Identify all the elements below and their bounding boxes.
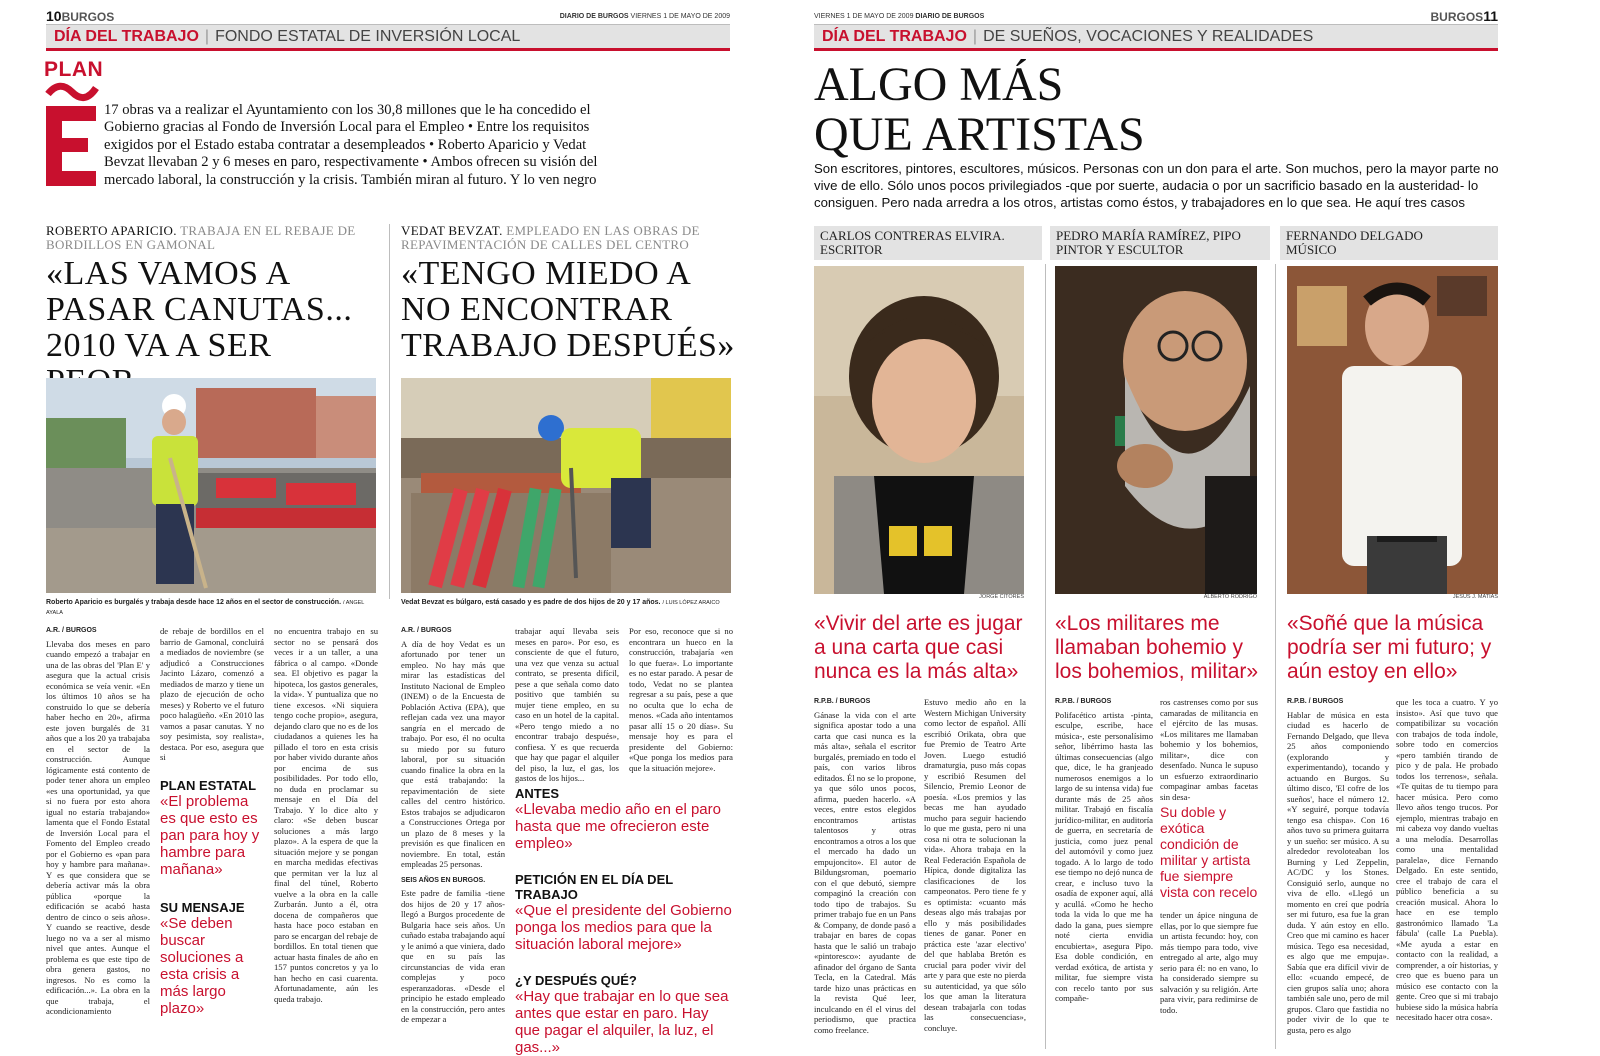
right-intro: Son escritores, pintores, escultores, músicos. Personas con un don para el arte. Son muchos, pero la mayor parte no vive de ello. Sólo unos pocos privilegiados -que por suerte, audacia o por un sacrificio basado en la austeridad- lo consiguen. Pero nada arredra a los otros, artistas como éstos, y trabajadores en lo que sea. He aquí tres casos [814, 161, 1499, 210]
story2-sidebar [515, 786, 735, 1056]
story1-byline: A.R. / BURGOS [46, 627, 97, 634]
story2-text-col1: A día de hoy Vedat es un afortunado por tener un empleo. No hay más que mirar las estadísticas del Instituto Nacional de Empleo (INEM) o de la Encuesta de Población Activa (EPA), que reflejan cada vez una mayor sangría en el mercado de trabajo. Por eso, él no oculta su miedo por su futuro laboral, por su situación cuando finalice la obra en la que está trabajando: la repavimentación de siete calles del centro histórico. Estos trabajos se adjudicaron a Construcciones Ortega por un plazo de 8 meses y la previsión es que finalicen en noviembre. En total, están empleadas 25 personas. [401, 638, 505, 869]
story2-caption [401, 598, 731, 608]
page-number: 10 [46, 8, 62, 24]
story1-text-col1: Llevaba dos meses en paro cuando empezó a trabajar en una de las obras del 'Plan E' y asegura que la actual crisis económica se veía venir. «En los últimos 10 años se ha construido lo que se debería haber hecho en 20», afirma este joven burgalés de 31 años que a los 20 ya trabajaba en el sector de la construcción. Aunque lógicamente está contento de poder tener ahora un empleo «es una oportunidad, ya que si no fuera por esto ahora igual no estaría trabajando» lamenta que el Fondo Estatal de Inversión Local para el Fomento del Empleo creado por el Gobierno es «pan para hoy y hambre para mañana». Y es que considera que se debería activar más la obra pública «porque la edificación se acabó hasta dentro de cinco o seis años». Y cuando se reactive, desde luego no va a ser al mismo nivel que antes. Aunque el problema es que este tipo de obra genera gastos, no ingresos. No es como la edificación...». La obra en la que trabaja, el acondicionamiento [46, 638, 150, 1016]
person1-column-1 [814, 697, 916, 1049]
person3-role: MÚSICO [1286, 242, 1337, 257]
story1-kicker-name: ROBERTO APARICIO. [46, 223, 177, 238]
left-column-rule [389, 224, 390, 599]
story1-column-1 [46, 626, 150, 1051]
plan-e-logo [44, 58, 104, 188]
story1-side1-text: «El problema es que esto es pan para hoy y hambre para mañana» [160, 793, 260, 878]
right-section-bar [814, 24, 1498, 51]
person2-photo [1055, 266, 1257, 594]
story1-column-3 [274, 626, 378, 1051]
story2-side2-title: PETICIÓN EN EL DÍA DEL TRABAJO [515, 872, 673, 902]
dateline-date: VIERNES 1 DE MAYO DE 2009 [630, 13, 730, 20]
right-column-rule-2 [1275, 264, 1276, 1049]
person1-role: ESCRITOR [820, 242, 883, 257]
story2-kicker [401, 224, 731, 252]
story2-side3-text: «Hay que trabajar en lo que sea antes que estar en paro. Hay que pagar el alquiler, la luz, el gas...» [515, 988, 729, 1056]
story1-photo [46, 378, 376, 593]
person1-text-col1: Gánase la vida con el arte significa apostar todo a una carta que casi nunca es la más alta», señala el escritor burgalés, premiado en todo el país, con varios libros editados. Él no se lo propone, ya que sólo unos pocos, afirma, pueden hacerlo. «A veces, entre estos elegidos encontramos artistas talentosos y otras encontramos a otros a los que el mercado ha dado un empujoncito». El autor de Bildungsroman, poemario con el que debutó, siempre compaginó la creación con todo tipo de trabajos. Su primer trabajo fue en un Pans & Company, de donde pasó a trabajar en bares de copas hasta que le salió un trabajo «pintoresco»: ayudante de afinador del órgano de Santa Tecla, en la Catedral. Más tarde hizo unas prácticas en la revista Qué leer, inculcando en él el virus del periodismo, que practica como freelance. [814, 709, 916, 1035]
person1-head [814, 226, 1042, 260]
story2-kicker-name: VEDAT BEVZAT. [401, 223, 503, 238]
story2-subhead: SEIS AÑOS EN BURGOS. [401, 876, 486, 884]
section-title: DÍA DEL TRABAJO [822, 27, 967, 45]
person2-role: PINTOR Y ESCULTOR [1056, 242, 1184, 257]
story2-column-1 [401, 626, 505, 1051]
portrait-image [1055, 266, 1257, 594]
dateline-paper: DIARIO DE BURGOS [915, 13, 985, 20]
story1-text-col3: no encuentra trabajo en su sector no se pensará dos veces ir a un taller, a una fábrica o al campo. «Donde sea. El objetivo es pagar la hipoteca, los gastos generales, la vida». Y puntualiza que no tiene excesos. «Ni siquiera tengo coche propio», asegura, dejando claro que no es de los ciudadanos a quienes les ha pillado el toro en esta crisis por haber vivido durante años por encima de sus posibilidades. Por todo ello, no duda en proclamar su mensaje en el Día del Trabajo. Y lo dice alto y claro: «Se deben buscar soluciones a más largo plazo». A la espera de que la situación mejore y se pongan en marcha medidas efectivas que permitan ver la luz al final del túnel, Roberto vuelve a la obra en la calle Zurbarán. Junto a él, otra docena de compañeros que hasta hace poco estaban en paro se encargan del rebaje de bordillos. En total tienen que actuar hasta finales de año en 157 puntos concretos y ya lo han hecho en casi cuarenta. Afortunadamente, aún les queda trabajo. [274, 626, 378, 1004]
section-separator: | [972, 27, 978, 45]
person2-column-2b [1160, 910, 1258, 1049]
story2-column-3 [629, 626, 733, 776]
portrait-image [814, 266, 1024, 594]
story1-kicker-desc: TRABAJA EN EL REBAJE DE BORDILLOS EN GAMONAL [46, 223, 356, 252]
story2-headline: «TENGO MIEDO A NO ENCONTRAR TRABAJO DESPUÉS» [401, 255, 735, 364]
person3-head [1280, 226, 1498, 260]
person2-head [1050, 226, 1270, 260]
story2-side1-text: «Llevaba medio año en el paro hasta que me ofrecieron este empleo» [515, 801, 721, 852]
story1-text-col2: de rebaje de bordillos en el barrio de Gamonal, concluirá a mediados de noviembre (se adjudicó a Construcciones Jacinto Lázaro, comenzó a mediados de marzo y tiene un plazo de ejecución de ocho meses) y Roberto ve el futuro poco halagüeño. «En 2010 las vamos a pasar canutas. Y no soy pesimista, soy realista», destaca. Por eso, asegura que si [160, 626, 264, 762]
person1-credit: JORGE CITORES [979, 594, 1024, 600]
right-dateline [814, 13, 984, 20]
story2-text-col2: trabajar aquí llevaba seis meses en paro». Por eso, es consciente de que el futuro, una vez que venza su actual contrato, se presenta difícil, pese a que señala como dato positivo que también su mujer tiene empleo, en su caso en un hotel de la capital. «Pero tengo miedo a no encontrar trabajo después», confiesa. Y es que recuerda que hay que pagar el alquiler del piso, la luz, el gas, los gastos de los hijos... [515, 626, 619, 783]
person3-column-2 [1396, 697, 1498, 1049]
left-intro: 17 obras va a realizar el Ayuntamiento con los 30,8 millones que le ha concedido el Gobierno gracias al Fondo de Inversión Local para el Empleo • Entre los requisitos exigidos por el Estado estaba contratar a desempleados • Roberto Aparicio y Vedat Bevzat llevaban 2 y 6 meses en paro, respectivamente • Ambos ofrecen su visión del mercado laboral, la construcción y la crisis. También miran al futuro. Y lo ven negro [104, 102, 598, 188]
person2-credit: ALBERTO RODRIGO [1203, 594, 1257, 600]
story2-text-col3: Por eso, reconoce que si no encontrara un hueco en la construcción, trabajaría «en lo que fuera». Lo importante es no estar parado. A pesar de todo, Vedat no se plantea regresar a su país, pese a que no oculta que lo echa de menos. «Cada año intentamos pasar allí 15 o 20 días». Su mensaje hoy es para el presidente del Gobierno: «Que ponga los medios para que la situación mejore». [629, 626, 733, 773]
person2-quote: «Los militares me llamaban bohemio y los bohemios, militar» [1055, 612, 1259, 683]
right-column-rule-1 [1045, 264, 1046, 1049]
person2-column-1 [1055, 697, 1153, 1049]
section-title: DÍA DEL TRABAJO [54, 27, 199, 45]
section-subtitle: FONDO ESTATAL DE INVERSIÓN LOCAL [215, 27, 521, 45]
story1-column-2 [160, 626, 264, 774]
story2-caption-text: Vedat Bevzat es búlgaro, está casado y es padre de dos hijos de 20 y 17 años. [401, 599, 661, 606]
main-headline [814, 60, 1498, 160]
left-section-bar [46, 24, 730, 51]
person1-name: CARLOS CONTRERAS ELVIRA. [820, 228, 1005, 243]
person1-column-2 [924, 697, 1026, 1049]
person2-pull-quote: Su doble y exótica condición de militar y artista fue siempre vista con recelo [1160, 804, 1258, 900]
portrait-image [1287, 266, 1498, 594]
story1-sidebar [160, 778, 264, 1017]
story2-byline: A.R. / BURGOS [401, 627, 452, 634]
story2-photo [401, 378, 731, 593]
story1-side2-text: «Se deben buscar soluciones a esta crisis a más largo plazo» [160, 915, 244, 1017]
logo-word: PLAN [44, 58, 104, 81]
person2-name: PEDRO MARÍA RAMÍREZ, PIPO [1056, 228, 1241, 243]
story2-photo-credit: / LUIS LÓPEZ ARAICO [662, 600, 720, 606]
story1-photo-credit: / ANGEL AYALA [46, 600, 365, 616]
story2-kicker-desc: EMPLEADO EN LAS OBRAS DE REPAVIMENTACIÓN DE CALLES DEL CENTRO [401, 223, 700, 252]
left-dateline [560, 13, 730, 20]
worker-photo-image [46, 378, 376, 593]
page-number: 11 [1483, 8, 1498, 24]
person2-byline: R.P.B. / BURGOS [1055, 698, 1112, 705]
section-subtitle: DE SUEÑOS, VOCACIONES Y REALIDADES [983, 27, 1314, 45]
person2-text-col2: ros castrenses como por sus camaradas de militancia en el ejército de las musas. «Los militares me llamaban bohemio y los bohemios, militar», dice con desenfado. Nunca le supuso un esfuerzo extraordinario compaginar ambas facetas sin desa- [1160, 697, 1258, 802]
page-section-name: BURGOS [61, 10, 115, 24]
person3-byline: R.P.B. / BURGOS [1287, 698, 1344, 705]
person2-text-col1: Polifacético artista -pinta, esculpe, escribe, hace música-, este personalísimo señor, libérrimo hasta las últimas consecuencias (algo que, dice, le ha granjeado numerosos enemigos a lo largo de su intensa vida) fue durante más de 25 años militar. Trabajó en fiscalía jurídico-militar, en auditoría de guerra, en secretaría de justicia, como juez penal del automóvil y como juez togado. A lo largo de todo ese tiempo no dejó nunca de crear, e incluso tuvo la osadía de exponer aquí, allá y acullá. «Como he hecho toda la vida lo que me ha dado la gana, pues siempre noté cierta envidia encubierta», asegura Pipo. Esa doble condición, en verdad exótica, de artista y militar, fue siempre vista con recelo tanto por sus compañe- [1055, 709, 1153, 1003]
person1-byline: R.P.B. / BURGOS [814, 698, 871, 705]
person3-photo [1287, 266, 1498, 594]
page-section-name: BURGOS [1430, 10, 1484, 24]
left-folio [46, 8, 114, 24]
person1-quote: «Vivir del arte es jugar a una carta que casi nunca es la más alta» [814, 612, 1023, 683]
person1-text-col2: Estuvo medio año en la Western Michigan University como lector de español. Allí escribió Orikata, obra que fue Premio de Teatro Arte Joven. Luego estudió dramaturgia, puso más copas y escribió Resumen del Silencio, Premio Leonor de poesía. «Los premios y las becas me han ayudado mucho para seguir haciendo lo que me gusta, pero ni una cosa ni otra te solucionan la vida». Ahora trabaja en la Real Federación Española de Hípica, donde digitaliza las clasificaciones de los campeonatos. Pero tiene fe y es optimista: «cuanto más deseas algo más trabajas por ello y más posibilidades tienes de ganar. Poner en práctica este 'azar electivo' del que hablaba Bretón es crucial para poder vivir del arte y para que este no pierda su autenticidad, ya que sólo los que aman la literatura desean trabajarla con todas las consecuencias», concluye. [924, 697, 1026, 1033]
person3-text-col1: Hablar de música en esta ciudad es hacerlo de Fernando Delgado, que lleva 25 años componiendo (explorando y experimentando), tocando y actuando en Burgos. Su último disco, 'El cofre de los sueños', hace el número 12. «Y seguiré, porque todavía tengo esa chispa». Con 16 años tuvo su primera guitarra y un sueño: ser músico. A su alrededor revoloteaban los Burning y Led Zeppelin, AC/DC y los Stones. Consiguió serlo, aunque no viva de ello. «Llegó un momento en creí que podría ser mi futuro, esa fue la gran duda. Y aún estoy en ello. Creo que mi camino es hacer música. Tego esa necesidad, es algo que me empuja». Sabía que era difícil vivir de ello: «cuando empecé, de cien grupos salía uno; ahora también sale uno, pero de mil grupos. Claro que fastidia no poder vivir de lo que te gusta, pero es algo [1287, 709, 1389, 1035]
story2-side2-text: «Que el presidente del Gobierno ponga los medios para que la situación laboral mejore» [515, 902, 732, 953]
story2-side3-title: ¿Y DESPUÉS QUÉ? [515, 973, 637, 988]
person3-quote: «Soñé que la música podría ser mi futuro; y aún estoy en ello» [1287, 612, 1492, 683]
person2-text-col2b: tender un ápice ninguna de ellas, por lo que siempre fue un artista fecundo: hoy, con más tiempo para todo, vive entregado al arte, algo muy serio para él: no en vano, lo ha considerado siempre su salvación y su religión. Arte para vivir, para redimirse de todo. [1160, 910, 1258, 1015]
story2-side1-title: ANTES [515, 786, 560, 801]
right-folio [1431, 8, 1498, 24]
story1-caption-text: Roberto Aparicio es burgalés y trabaja desde hace 12 años en el sector de construcción. [46, 599, 342, 606]
person3-name: FERNANDO DELGADO [1286, 228, 1423, 243]
story2-column-2 [515, 626, 619, 783]
person3-text-col2: que les toca a cuatro. Y yo insisto». Así que tuvo que compatibilizar su vocación con trabajos de toda índole, sobre todo en comercios «pero también tirando de pico y de pala. He probado todos los terrenos», señala. «Te quitas de tu tiempo para hacer música. Pero como llevo años tengo trucos. Por ejemplo, mientras trabajo en mi cabeza voy dando vueltas a una melodía. Desarrollas como una mentalidad paralela», dice Fernando Delgado. En este sentido, cree el trabajo de cara el público beneficia a su creación musical. Ahora lo hace en ese templo gastronómico llamado 'La fábula' (calle La Puebla). «Me ayuda a estar en contacto con la realidad, a comprender, a oír historias, y creo que es bueno para un músico ese contacto con la gente. Creo que si mi trabajo hubiese sido la música habría necesitado hacer otra cosa». [1396, 697, 1498, 1022]
person2-column-2 [1160, 697, 1258, 802]
person3-credit: JESÚS J. MATÍAS [1452, 594, 1498, 600]
section-separator: | [204, 27, 210, 45]
worker-photo-image [401, 378, 731, 593]
story1-side2-title: SU MENSAJE [160, 900, 245, 915]
main-headline-line2: QUE ARTISTAS [814, 108, 1145, 161]
person1-photo [814, 266, 1024, 594]
main-headline-line1: ALGO MÁS [814, 58, 1064, 111]
story1-kicker [46, 224, 376, 252]
story1-headline: «LAS VAMOS A PASAR CANUTAS... 2010 VA A SER [46, 255, 353, 364]
person3-column-1 [1287, 697, 1389, 1049]
dateline-date: VIERNES 1 DE MAYO DE 2009 [814, 13, 914, 20]
story2-text-col1b: Este padre de familia -tiene dos hijos de 20 y 17 años- llegó a Burgos procedente de Bulgaria hace seis años. Un cuñado estaba trabajando aquí y le animó a que viniera, dado que en su país las circunstancias de vida eran complejas y poco esperanzadoras. «Desde el principio he estado empleado en la construcción, pero antes de empezar a [401, 888, 505, 1024]
plan-e-letter-icon [44, 82, 100, 186]
story1-caption [46, 598, 376, 618]
story1-side1-title: PLAN ESTATAL [160, 778, 257, 793]
dateline-paper: DIARIO DE BURGOS [559, 13, 629, 20]
